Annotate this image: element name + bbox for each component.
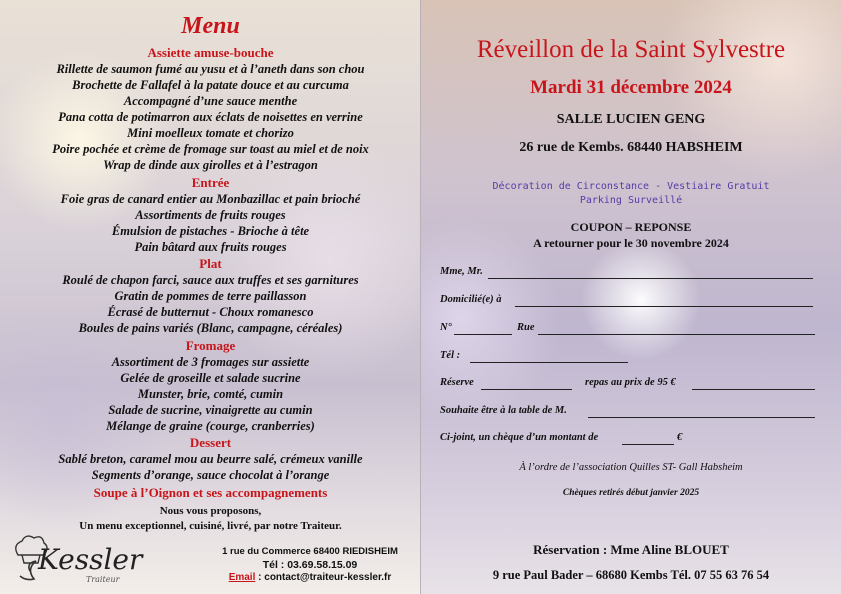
section-title-fromage: Fromage — [185, 338, 236, 353]
section-title-dessert: Dessert — [189, 435, 232, 450]
menu-item: Poire pochée et crème de fromage sur toast au miel et de noix — [52, 142, 369, 156]
field-name[interactable]: Mme, Mr. — [440, 266, 820, 282]
email-label: Email — [228, 572, 256, 583]
event-title: Réveillon de la Saint Sylvestre — [476, 36, 786, 63]
kessler-logo — [10, 533, 143, 588]
parking-line: Parking Surveillé — [579, 195, 683, 206]
amount-input-line[interactable] — [692, 377, 815, 390]
event-panel — [421, 0, 841, 594]
caterer-email — [210, 572, 410, 583]
reservation-contact: Réservation : Mme Aline BLOUET — [533, 542, 729, 557]
menu-item: Rillette de saumon fumé au yusu et à l’aneth dans son chou — [56, 62, 365, 76]
menu-item: Pain bâtard aux fruits rouges — [134, 240, 287, 254]
domicile-input-line[interactable] — [515, 294, 813, 307]
menu-item: Segments d’orange, sauce chocolat à l’orange — [91, 468, 330, 482]
proposal-line-2: Un menu exceptionnel, cuisiné, livré, par notre Traiteur. — [79, 520, 342, 532]
section-title-amuse-bouche: Assiette amuse-bouche — [147, 45, 274, 60]
cheque-payee: À l’ordre de l’association Quilles ST- Gall Habsheim — [519, 462, 743, 473]
menu-item: Gelée de groseille et salade sucrine — [120, 371, 301, 385]
menu-item: Assortiments de fruits rouges — [135, 208, 286, 222]
coupon-title: COUPON – REPONSE — [570, 220, 692, 234]
proposal-line-1: Nous vous proposons, — [159, 505, 262, 517]
menu-item: Gratin de pommes de terre paillasson — [114, 289, 307, 303]
phone-input-line[interactable] — [470, 350, 628, 363]
reservation-address: 9 rue Paul Bader – 68680 Kembs Tél. 07 55 63 76 54 — [492, 568, 770, 582]
venue-address: 26 rue de Kembs. 68440 HABSHEIM — [519, 140, 743, 155]
menu-item: Brochette de Fallafel à la patate douce et au curcuma — [72, 78, 349, 92]
field-table[interactable]: Souhaite être à la table de M. — [440, 405, 820, 421]
field-domicile[interactable]: Domicilié(e) à — [440, 294, 820, 310]
menu-title: Menu — [181, 13, 240, 39]
menu-item: Wrap de dinde aux girolles et à l’estragon — [103, 158, 318, 172]
menu-item: Roulé de chapon farci, sauce aux truffes et ses garnitures — [62, 273, 359, 287]
coupon-deadline: A retourner pour le 30 novembre 2024 — [533, 236, 729, 250]
decoration-line: Décoration de Circonstance - Vestiaire Gratuit — [492, 181, 770, 192]
section-title-entree: Entrée — [191, 175, 230, 190]
menu-item: Munster, brie, comté, cumin — [137, 387, 284, 401]
section-title-plat: Plat — [199, 256, 222, 271]
street-input-line[interactable] — [538, 322, 815, 335]
menu-item: Mini moelleux tomate et chorizo — [127, 126, 294, 140]
menu-item: Pana cotta de potimarron aux éclats de noisettes en verrine — [58, 110, 363, 124]
menu-item: Salade de sucrine, vinaigrette au cumin — [108, 403, 313, 417]
caterer-phone: Tél : 03.69.58.15.09 — [262, 559, 358, 571]
cheque-amount-input-line[interactable] — [622, 432, 674, 445]
cheques-note: Chèques retirés début janvier 2025 — [562, 488, 700, 498]
menu-item: Assortiment de 3 fromages sur assiette — [111, 355, 310, 369]
quantity-input-line[interactable] — [481, 377, 572, 390]
logo-text: Kessler — [38, 543, 143, 576]
menu-item: Boules de pains variés (Blanc, campagne, céréales) — [78, 321, 343, 335]
event-date: Mardi 31 décembre 2024 — [530, 77, 732, 98]
menu-item: Accompagné d’une sauce menthe — [123, 94, 298, 108]
menu-item: Émulsion de pistaches - Brioche à tête — [111, 224, 310, 238]
field-cheque[interactable]: Ci-joint, un chèque d’un montant de € — [440, 432, 683, 443]
caterer-address: 1 rue du Commerce 68400 RIEDISHEIM — [222, 546, 398, 557]
email-value[interactable]: : contact@traiteur-kessler.fr — [255, 572, 392, 583]
field-reservation[interactable]: Réserve repas au prix de 95 € — [440, 377, 820, 393]
field-address[interactable]: N° Rue — [440, 322, 820, 338]
field-phone[interactable]: Tél : — [440, 350, 820, 366]
menu-item: Foie gras de canard entier au Monbazillac et pain brioché — [60, 192, 361, 206]
table-input-line[interactable] — [588, 405, 815, 418]
menu-item: Écrasé de butternut - Choux romanesco — [107, 305, 314, 319]
name-input-line[interactable] — [488, 266, 813, 279]
number-input-line[interactable] — [454, 322, 512, 335]
venue-name: SALLE LUCIEN GENG — [556, 112, 706, 127]
menu-item: Mélange de graine (courge, cranberries) — [106, 419, 315, 433]
logo-subtitle: Traiteur — [86, 575, 120, 584]
extra-soup: Soupe à l’Oignon et ses accompagnements — [93, 485, 328, 500]
menu-item: Sablé breton, caramel mou au beurre salé, crémeux vanille — [58, 452, 363, 466]
